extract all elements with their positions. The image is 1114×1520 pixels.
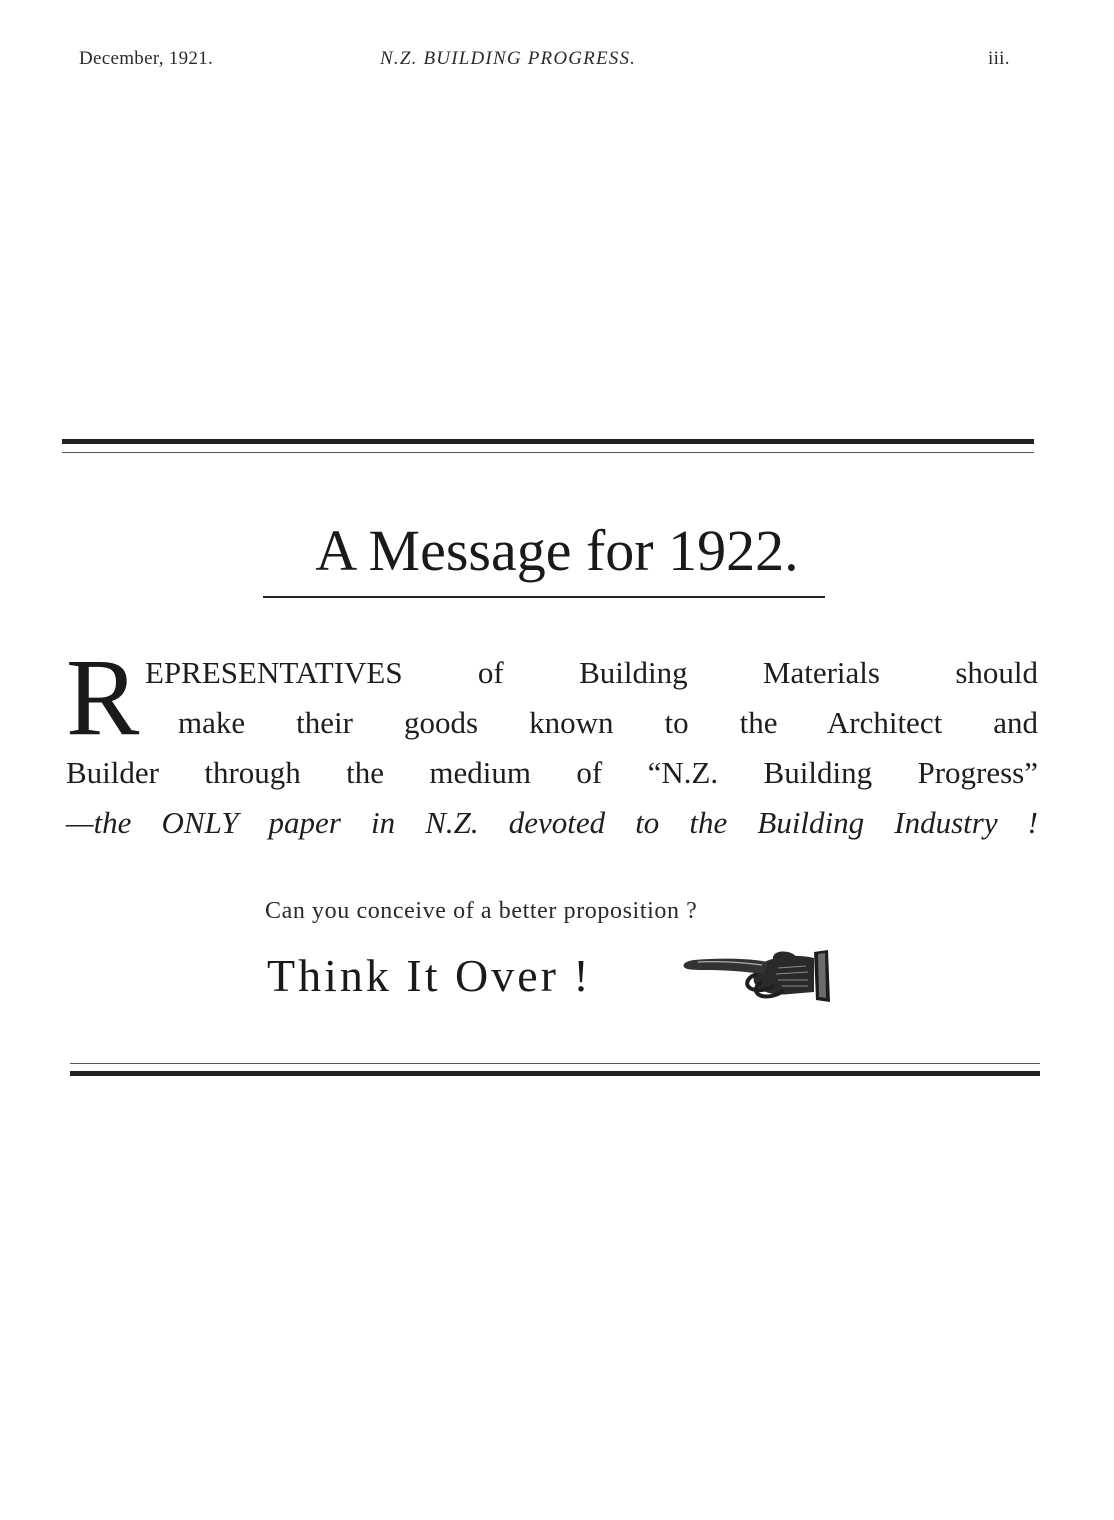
body-line-3: Builder through the medium of “N.Z. Building Progress”	[66, 755, 1038, 790]
body-line-2: make their goods known to the Architect and	[178, 705, 1038, 740]
body-line-1: EPRESENTATIVES of Building Materials should	[145, 655, 1038, 690]
journal-title: N.Z. BUILDING PROGRESS.	[380, 48, 637, 69]
bottom-rule-thin	[70, 1063, 1040, 1064]
top-rule-thick	[62, 439, 1034, 444]
page-number: iii.	[988, 48, 1010, 69]
issue-date: December, 1921.	[79, 48, 214, 69]
top-rule-thin	[62, 452, 1034, 453]
call-to-action: Think It Over !	[267, 950, 592, 1001]
question-line: Can you conceive of a better proposition ?	[265, 898, 698, 924]
body-line-4: —the ONLY paper in N.Z. devoted to the Building Industry !	[66, 805, 1038, 840]
drop-cap: R	[66, 636, 140, 758]
headline-underline	[263, 596, 825, 598]
headline: A Message for 1922.	[315, 518, 799, 583]
pointing-hand-icon	[678, 948, 833, 1004]
bottom-rule-thick	[70, 1071, 1040, 1076]
